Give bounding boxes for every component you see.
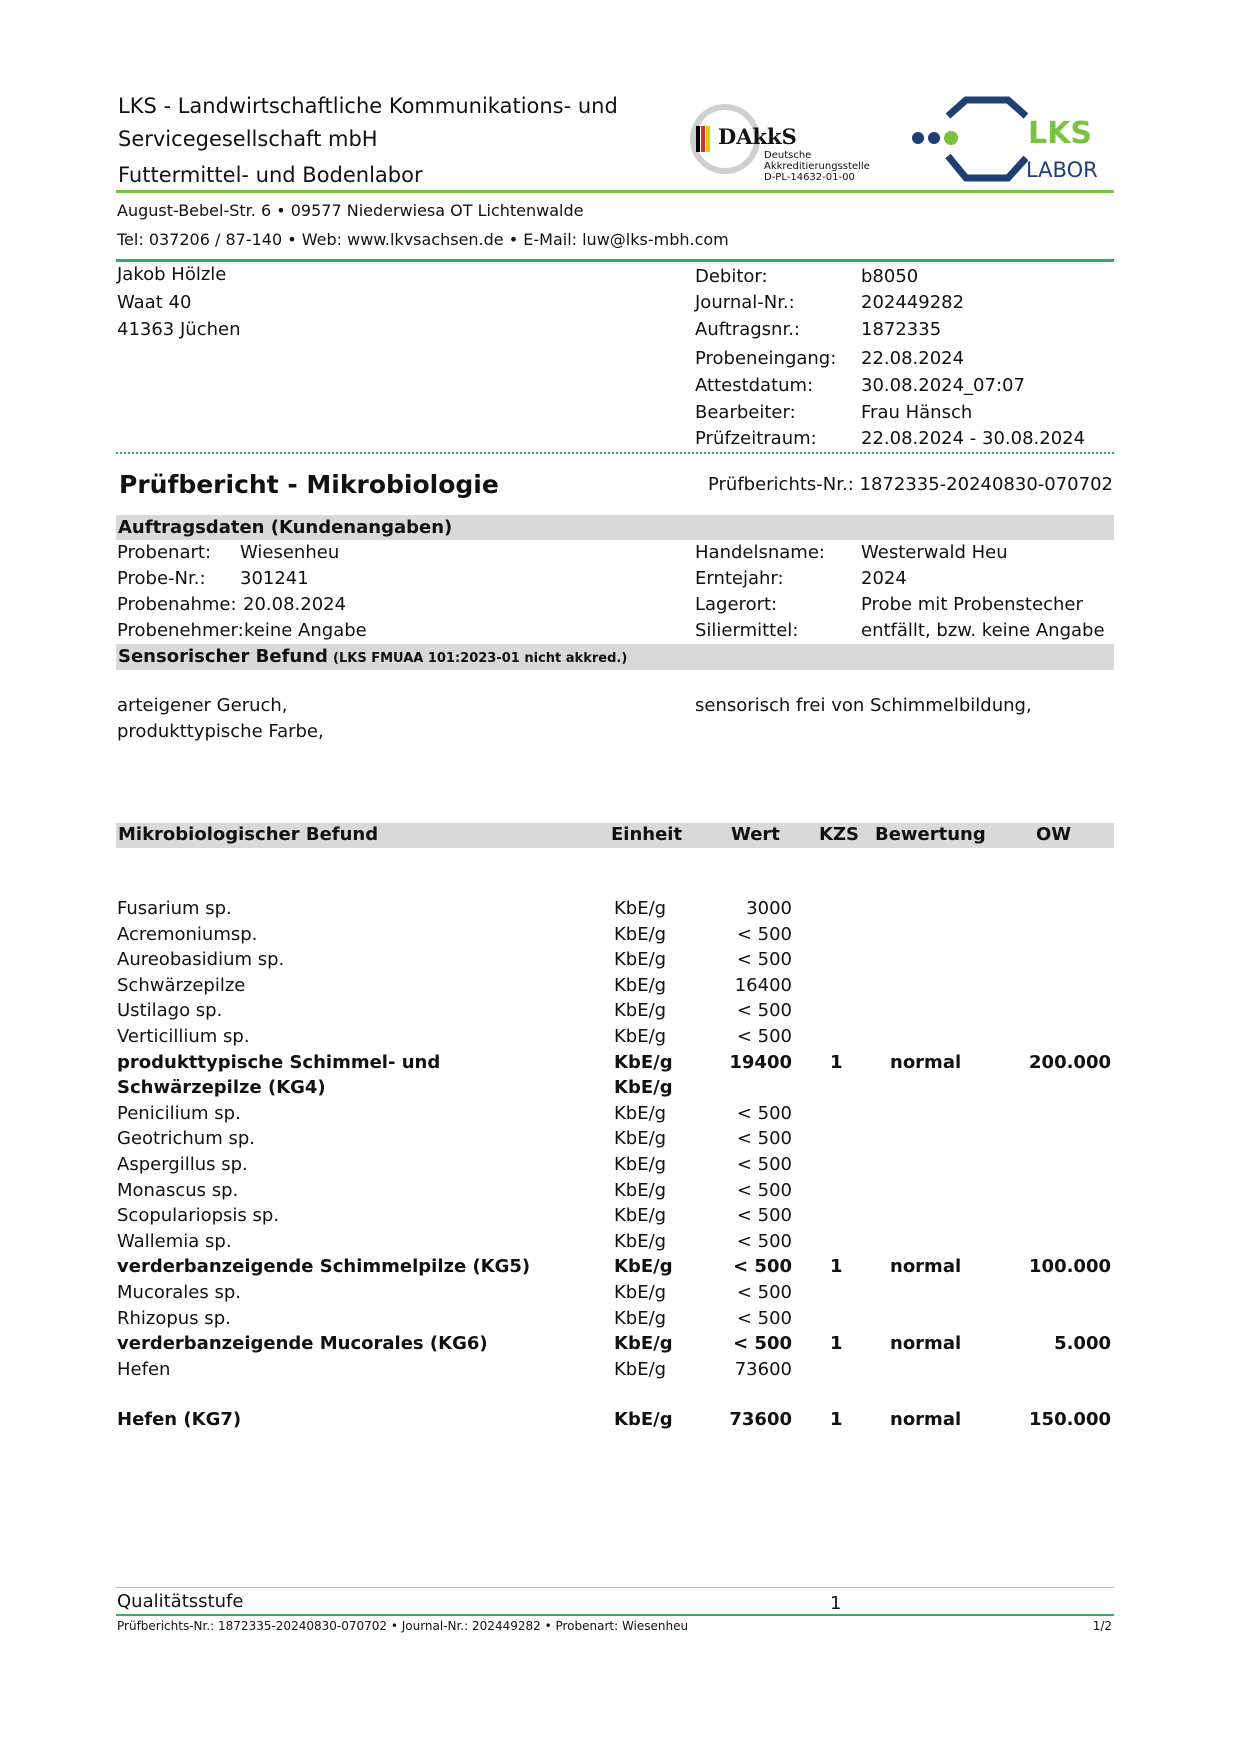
micro-cell-unit: KbE/g [614, 924, 667, 945]
micro-cell-name: Penicilium sp. [117, 1103, 241, 1124]
micro-cell-unit: KbE/g [614, 1180, 667, 1201]
micro-cell-name: Monascus sp. [117, 1180, 239, 1201]
micro-cell-value: < 500 [733, 1333, 792, 1354]
order-value: 301241 [240, 568, 309, 589]
dakks-line3: D-PL-14632-01-00 [764, 172, 855, 183]
micro-cell-name: Geotrichum sp. [117, 1128, 255, 1149]
micro-cell-kzs: 1 [830, 1256, 843, 1277]
order-value: 2024 [861, 568, 907, 589]
meta-value: 202449282 [861, 292, 965, 313]
micro-cell-unit: KbE/g [614, 949, 667, 970]
micro-cell-value: < 500 [736, 924, 792, 945]
micro-cell-unit: KbE/g [614, 1077, 673, 1098]
micro-cell-name: Fusarium sp. [117, 898, 232, 919]
micro-cell-unit: KbE/g [614, 1026, 667, 1047]
meta-label: Prüfzeitraum: [695, 428, 817, 449]
sensory-heading: Sensorischer Befund [118, 646, 328, 667]
order-label: Erntejahr: [695, 568, 784, 589]
order-value: Wiesenheu [240, 542, 340, 563]
micro-cell-unit: KbE/g [614, 898, 667, 919]
micro-cell-name: Verticillium sp. [117, 1026, 250, 1047]
dakks-line2: Akkreditierungsstelle [764, 161, 870, 172]
lab-contact: Tel: 037206 / 87-140 • Web: www.lkvsachsen.de • E-Mail: luw@lks-mbh.com [117, 230, 729, 249]
meta-value: Frau Hänsch [861, 402, 973, 423]
meta-value: b8050 [861, 266, 919, 287]
micro-cell-value: < 500 [733, 1256, 792, 1277]
micro-cell-value: 73600 [734, 1359, 792, 1380]
micro-cell-rating: normal [890, 1256, 962, 1277]
micro-cell-kzs: 1 [830, 1052, 843, 1073]
footer-text: Prüfberichts-Nr.: 1872335-20240830-070702 • Journal-Nr.: 202449282 • Probenart: Wiesenheu [117, 1619, 689, 1633]
contact-divider [116, 259, 1114, 262]
sensory-note: (LKS FMUAA 101:2023-01 nicht akkred.) [333, 651, 628, 666]
meta-dotted-divider [116, 452, 1114, 454]
sensory-left-1: arteigener Geruch, [117, 695, 288, 716]
lks-labor-logo [908, 96, 1108, 186]
order-label: Probe-Nr.: [117, 568, 206, 589]
micro-cell-unit: KbE/g [614, 1205, 667, 1226]
micro-final-unit: KbE/g [614, 1409, 673, 1430]
micro-cell-name: Schwärzepilze [117, 975, 246, 996]
micro-cell-unit: KbE/g [614, 1256, 673, 1277]
micro-cell-value: < 500 [736, 1231, 792, 1252]
order-label: Probenahme: [117, 594, 237, 615]
micro-cell-value: < 500 [736, 1308, 792, 1329]
micro-cell-unit: KbE/g [614, 1308, 667, 1329]
micro-cell-rating: normal [890, 1052, 962, 1073]
order-value: Westerwald Heu [861, 542, 1008, 563]
order-value: keine Angabe [244, 620, 367, 641]
micro-cell-unit: KbE/g [614, 1359, 667, 1380]
micro-cell-unit: KbE/g [614, 1154, 667, 1175]
micro-cell-name: Schwärzepilze (KG4) [117, 1077, 326, 1098]
micro-cell-value: < 500 [736, 1000, 792, 1021]
quality-value: 1 [830, 1593, 842, 1614]
micro-cell-value: < 500 [736, 1026, 792, 1047]
micro-cell-name: Aspergillus sp. [117, 1154, 248, 1175]
lks-hexagon-icon [908, 96, 1028, 186]
micro-header-wert: Wert [731, 824, 780, 845]
micro-cell-value: < 500 [736, 1128, 792, 1149]
order-label: Siliermittel: [695, 620, 799, 641]
micro-cell-name: Mucorales sp. [117, 1282, 241, 1303]
micro-cell-ow: 200.000 [1029, 1052, 1111, 1073]
micro-cell-unit: KbE/g [614, 1103, 667, 1124]
dakks-name: DAkkS [718, 124, 797, 149]
micro-cell-ow: 100.000 [1029, 1256, 1111, 1277]
micro-cell-value: < 500 [736, 949, 792, 970]
meta-value: 22.08.2024 - 30.08.2024 [861, 428, 1086, 449]
footer-page: 1/2 [1092, 1619, 1112, 1633]
order-label: Handelsname: [695, 542, 825, 563]
lab-address: August-Bebel-Str. 6 • 09577 Niederwiesa OT Lichtenwalde [117, 201, 584, 220]
lab-name-line2: Servicegesellschaft mbH [118, 127, 378, 151]
meta-label: Attestdatum: [695, 375, 814, 396]
order-value: entfällt, bzw. keine Angabe [861, 620, 1105, 641]
micro-cell-name: Scopulariopsis sp. [117, 1205, 280, 1226]
micro-cell-value: < 500 [736, 1180, 792, 1201]
micro-header-befund: Mikrobiologischer Befund [118, 824, 379, 845]
order-label: Lagerort: [695, 594, 778, 615]
micro-final-name: Hefen (KG7) [117, 1409, 242, 1430]
micro-cell-value: 16400 [734, 975, 792, 996]
meta-label: Auftragsnr.: [695, 319, 800, 340]
micro-cell-value: 3000 [746, 898, 792, 919]
order-value: Probe mit Probenstecher [861, 594, 1083, 615]
micro-cell-unit: KbE/g [614, 975, 667, 996]
micro-cell-name: Rhizopus sp. [117, 1308, 231, 1329]
lks-logo-text: LKS [1028, 116, 1092, 151]
micro-cell-name: verderbanzeigende Mucorales (KG6) [117, 1333, 488, 1354]
dakks-line1: Deutsche [764, 150, 812, 161]
order-value: 20.08.2024 [243, 594, 347, 615]
meta-label: Journal-Nr.: [695, 292, 795, 313]
micro-cell-unit: KbE/g [614, 1333, 673, 1354]
micro-final-ow: 150.000 [1029, 1409, 1111, 1430]
dakks-logo [690, 100, 890, 190]
order-label: Probenehmer: [117, 620, 244, 641]
micro-cell-name: Acremoniumsp. [117, 924, 258, 945]
micro-cell-name: verderbanzeigende Schimmelpilze (KG5) [117, 1256, 531, 1277]
sensory-left-2: produkttypische Farbe, [117, 721, 324, 742]
order-heading: Auftragsdaten (Kundenangaben) [118, 517, 453, 538]
order-label: Probenart: [117, 542, 212, 563]
micro-cell-value: < 500 [736, 1103, 792, 1124]
header-divider [116, 190, 1114, 193]
micro-cell-unit: KbE/g [614, 1231, 667, 1252]
micro-cell-unit: KbE/g [614, 1282, 667, 1303]
meta-value: 30.08.2024_07:07 [861, 375, 1025, 396]
micro-cell-value: 19400 [729, 1052, 792, 1073]
micro-cell-name: Hefen [117, 1359, 171, 1380]
meta-value: 22.08.2024 [861, 348, 965, 369]
micro-cell-ow: 5.000 [1054, 1333, 1111, 1354]
micro-header-kzs: KZS [819, 824, 859, 845]
sensory-right-1: sensorisch frei von Schimmelbildung, [695, 695, 1032, 716]
lab-name-line3: Futtermittel- und Bodenlabor [118, 163, 423, 187]
micro-cell-unit: KbE/g [614, 1052, 673, 1073]
recipient-city: 41363 Jüchen [117, 319, 241, 340]
meta-label: Probeneingang: [695, 348, 837, 369]
micro-cell-name: produkttypische Schimmel- und [117, 1052, 441, 1073]
lab-name-line1: LKS - Landwirtschaftliche Kommunikations- und [118, 94, 618, 118]
micro-cell-unit: KbE/g [614, 1000, 667, 1021]
micro-cell-kzs: 1 [830, 1333, 843, 1354]
micro-cell-value: < 500 [736, 1154, 792, 1175]
footer-divider [116, 1614, 1114, 1616]
micro-cell-name: Aureobasidium sp. [117, 949, 285, 970]
report-title: Prüfbericht - Mikrobiologie [119, 470, 499, 499]
micro-final-rating: normal [890, 1409, 962, 1430]
quality-top-rule [116, 1587, 1114, 1588]
recipient-street: Waat 40 [117, 292, 192, 313]
meta-label: Bearbeiter: [695, 402, 796, 423]
recipient-name: Jakob Hölzle [117, 264, 227, 285]
micro-final-kzs: 1 [830, 1409, 843, 1430]
quality-label: Qualitätsstufe [117, 1591, 244, 1612]
micro-cell-value: < 500 [736, 1205, 792, 1226]
micro-cell-value: < 500 [736, 1282, 792, 1303]
micro-final-value: 73600 [729, 1409, 792, 1430]
micro-cell-name: Ustilago sp. [117, 1000, 223, 1021]
micro-cell-rating: normal [890, 1333, 962, 1354]
meta-value: 1872335 [861, 319, 942, 340]
micro-header-bewertung: Bewertung [875, 824, 986, 845]
micro-cell-unit: KbE/g [614, 1128, 667, 1149]
report-number: Prüfberichts-Nr.: 1872335-20240830-070702 [707, 474, 1113, 495]
micro-cell-name: Wallemia sp. [117, 1231, 232, 1252]
micro-header-ow: OW [1036, 824, 1072, 845]
sensory-heading-line [118, 646, 627, 667]
lks-logo-labor: LABOR [1026, 158, 1098, 182]
meta-label: Debitor: [695, 266, 768, 287]
micro-header-einheit: Einheit [611, 824, 683, 845]
